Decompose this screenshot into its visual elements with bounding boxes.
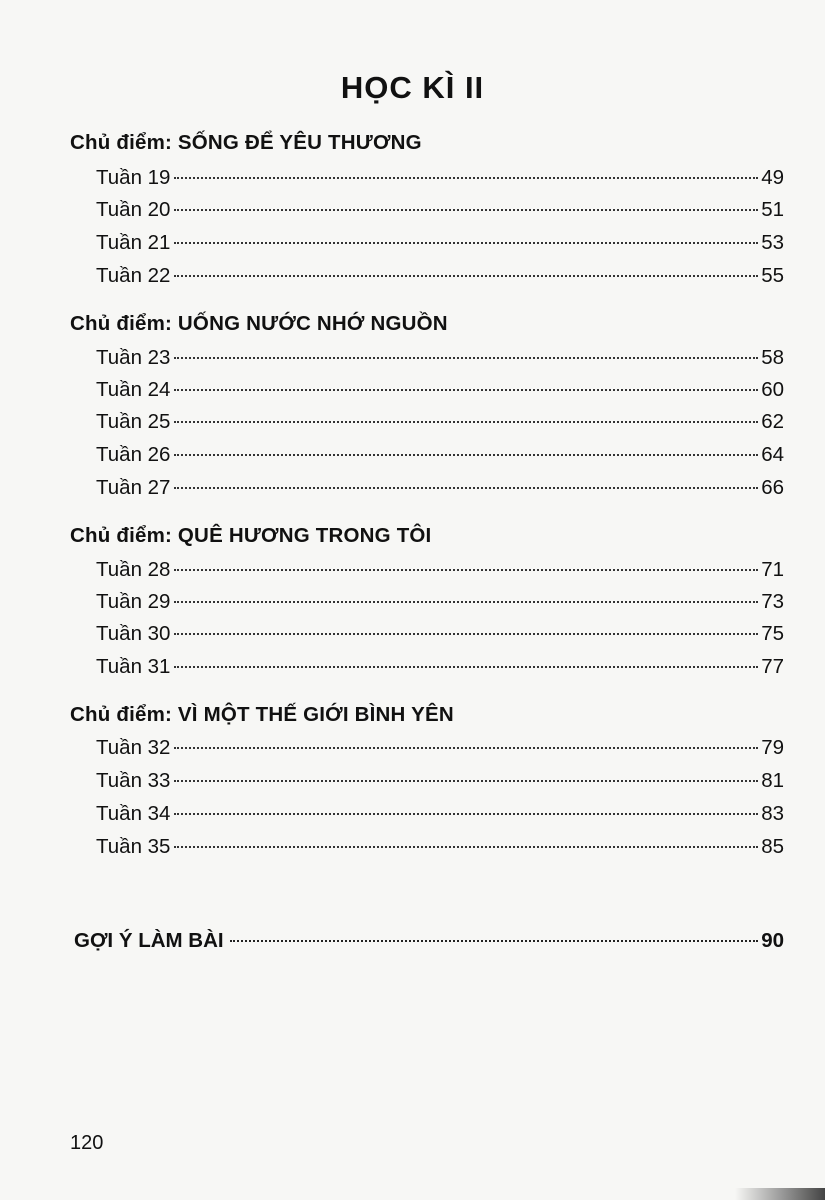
toc-entry[interactable]: [96, 476, 784, 506]
entry-page: 58: [761, 346, 784, 369]
entry-label: Tuần 30: [96, 622, 171, 645]
entry-label: Tuần 34: [96, 802, 171, 825]
dot-leader: [174, 747, 758, 749]
dot-leader: [174, 242, 758, 244]
entry-label: Tuần 23: [96, 346, 171, 369]
dot-leader: [174, 389, 758, 391]
entry-label: Tuần 29: [96, 590, 171, 613]
entry-label: Tuần 25: [96, 410, 171, 433]
entry-page: 51: [761, 198, 784, 221]
entry-label: Tuần 24: [96, 378, 171, 401]
entry-page: 75: [761, 622, 784, 645]
toc-entry[interactable]: [96, 802, 784, 832]
entry-page: 62: [761, 410, 784, 433]
dot-leader: [174, 177, 758, 179]
entry-page: 64: [761, 443, 784, 466]
toc-entry[interactable]: [96, 736, 784, 766]
dot-leader: [174, 813, 758, 815]
entry-label: Tuần 31: [96, 655, 171, 678]
page-number: 120: [70, 1132, 104, 1154]
dot-leader: [230, 940, 759, 942]
section-heading: Chủ điểm: SỐNG ĐỂ YÊU THƯƠNG: [70, 131, 422, 154]
toc-entry-answers[interactable]: [74, 929, 784, 959]
dot-leader: [174, 666, 758, 668]
entry-page: 77: [761, 655, 784, 678]
toc-entry[interactable]: [96, 655, 784, 685]
entry-label: Tuần 22: [96, 264, 171, 287]
toc-entry[interactable]: [96, 378, 784, 408]
entry-page: 55: [761, 264, 784, 287]
entry-label: Tuần 19: [96, 166, 171, 189]
toc-entry[interactable]: [96, 198, 784, 228]
entry-page: 90: [761, 929, 784, 952]
entry-page: 49: [761, 166, 784, 189]
entry-label: Tuần 26: [96, 443, 171, 466]
entry-label: Tuần 33: [96, 769, 171, 792]
toc-entry[interactable]: [96, 264, 784, 294]
entry-label: GỢI Ý LÀM BÀI: [74, 929, 224, 952]
entry-label: Tuần 20: [96, 198, 171, 221]
dot-leader: [174, 633, 758, 635]
entry-page: 60: [761, 378, 784, 401]
dot-leader: [174, 569, 758, 571]
entry-label: Tuần 27: [96, 476, 171, 499]
section-heading: Chủ điểm: UỐNG NƯỚC NHỚ NGUỒN: [70, 312, 448, 335]
toc-entry[interactable]: [96, 558, 784, 588]
section-heading: Chủ điểm: QUÊ HƯƠNG TRONG TÔI: [70, 524, 432, 547]
entry-page: 81: [761, 769, 784, 792]
toc-entry[interactable]: [96, 769, 784, 799]
entry-page: 85: [761, 835, 784, 858]
dot-leader: [174, 357, 758, 359]
toc-entry[interactable]: [96, 410, 784, 440]
entry-page: 71: [761, 558, 784, 581]
entry-page: 66: [761, 476, 784, 499]
toc-entry[interactable]: [96, 166, 784, 196]
dot-leader: [174, 487, 758, 489]
dot-leader: [174, 275, 758, 277]
entry-page: 53: [761, 231, 784, 254]
section-heading: Chủ điểm: VÌ MỘT THẾ GIỚI BÌNH YÊN: [70, 703, 454, 726]
dot-leader: [174, 601, 758, 603]
scan-edge-shadow: [735, 1188, 825, 1200]
entry-page: 79: [761, 736, 784, 759]
entry-label: Tuần 32: [96, 736, 171, 759]
entry-page: 73: [761, 590, 784, 613]
toc-entry[interactable]: [96, 231, 784, 261]
dot-leader: [174, 454, 758, 456]
entry-label: Tuần 28: [96, 558, 171, 581]
dot-leader: [174, 780, 758, 782]
toc-entry[interactable]: [96, 443, 784, 473]
dot-leader: [174, 846, 758, 848]
page-title: HỌC KÌ II: [340, 70, 485, 105]
toc-entry[interactable]: [96, 622, 784, 652]
dot-leader: [174, 209, 758, 211]
dot-leader: [174, 421, 758, 423]
entry-page: 83: [761, 802, 784, 825]
entry-label: Tuần 21: [96, 231, 171, 254]
toc-entry[interactable]: [96, 346, 784, 376]
toc-entry[interactable]: [96, 835, 784, 865]
entry-label: Tuần 35: [96, 835, 171, 858]
toc-entry[interactable]: [96, 590, 784, 620]
